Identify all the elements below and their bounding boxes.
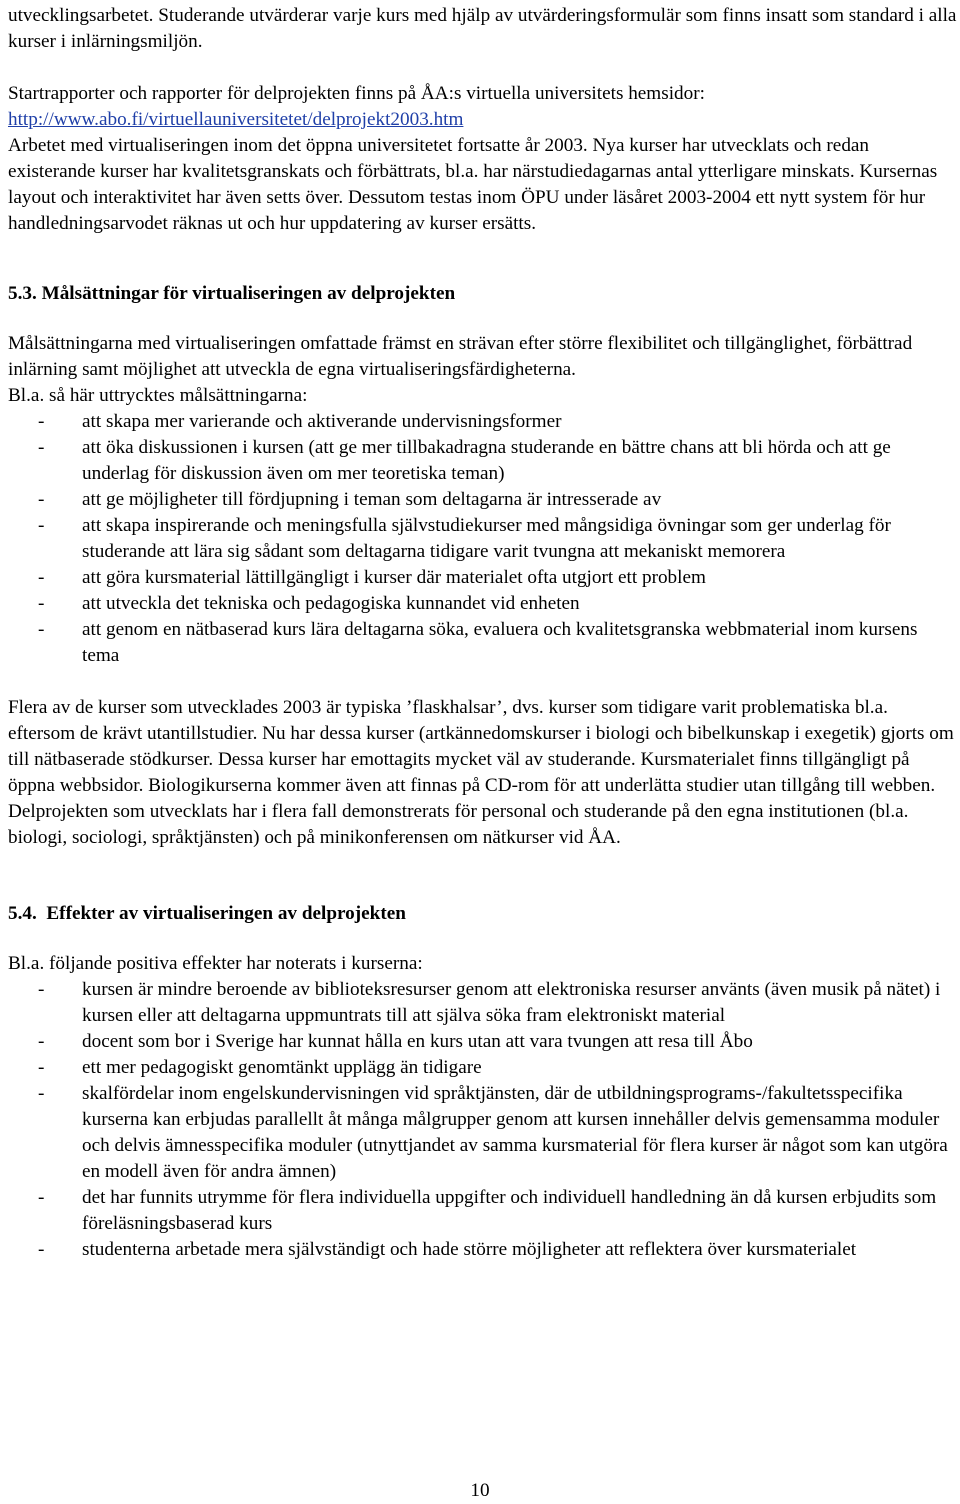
demonstration-paragraph: Delprojekten som utvecklats har i flera fall demonstrerats för personal och studerande på den egna institutionen (bl.a. biologi, sociologi, språktjänsten) och på minikonferensen om nätkurser vid ÅA.	[8, 801, 909, 848]
document-page	[8, 3, 958, 1263]
list-item: - att genom en nätbaserad kurs lära deltagarna söka, evaluera och kvalitetsgranska webbmaterial inom kursens tema	[38, 619, 918, 666]
list-item: - att göra kursmaterial lättillgängligt i kurser där materialet ofta utgjort ett problem	[8, 565, 958, 591]
dash-marker: -	[38, 411, 45, 432]
list-item: - att utveckla det tekniska och pedagogiska kunnandet vid enheten	[8, 591, 958, 617]
delprojekt-link[interactable]: http://www.abo.fi/virtuellauniversitetet/delprojekt2003.htm	[8, 109, 464, 130]
virtualization-paragraph: Arbetet med virtualiseringen inom det öppna universitetet fortsatte år 2003. Nya kurser har utvecklats och redan existerande kurser har kvalitetsgranskats och förbättrats, bl.a. har närstudiedagarnas antal ytterligare minskats. Kursernas layout och interaktivitet har även setts över. Dessutom testas inom ÖPU under läsåret 2003-2004 ett nytt system för hur handledningsarvodet räknas ut och hur uppdatering av kurser ersätts.	[8, 135, 938, 234]
dash-marker: -	[38, 1187, 45, 1208]
dash-marker: -	[38, 567, 45, 588]
page-number: 10	[470, 1480, 490, 1501]
effects-list	[8, 977, 958, 1263]
dash-marker: -	[38, 979, 45, 1000]
list-item: - att skapa mer varierande och aktiverande undervisningsformer	[8, 409, 958, 435]
reports-text: Startrapporter och rapporter för delprojekten finns på ÅA:s virtuella universitets hemsidor:	[8, 83, 705, 104]
dash-marker: -	[38, 1057, 45, 1078]
list-item: - docent som bor i Sverige har kunnat hålla en kurs utan att vara tvungen att resa till Åbo	[8, 1029, 958, 1055]
list-item: - att ge möjligheter till fördjupning i teman som deltagarna är intresserade av	[8, 487, 958, 513]
reports-paragraph	[8, 81, 958, 133]
goals-lead: Bl.a. så här uttrycktes målsättningarna:	[8, 385, 308, 406]
bottleneck-paragraph: Flera av de kurser som utvecklades 2003 är typiska ’flaskhalsar’, dvs. kurser som tidigare varit problematiska bl.a. eftersom de krävt utantillstudier. Nu har dessa kurser (artkännedomskurser i biologi och bibelkunskap i exegetik) gjorts om till nätbaserade stödkurser. Dessa kurser har emottagits mycket väl av studerande. Kursmaterialet finns tillgängligt på öppna webbsidor. Biologikurserna kommer även att finnas på CD-rom för att underlätta studier utan tillgång till webben.	[8, 697, 954, 796]
dash-marker: -	[38, 489, 45, 510]
dash-marker: -	[38, 593, 45, 614]
section-heading-5-4: 5.4. Effekter av virtualiseringen av delprojekten	[8, 903, 406, 924]
list-item: - skalfördelar inom engelskundervisningen vid språktjänsten, där de utbildningsprograms-/fakultetsspecifika kurserna kan erbjudas parallellt åt många målgrupper genom att kursen innehåller delvis gemensamma moduler och delvis ämnesspecifika moduler (utnyttjandet av samma kursmaterial för flera kurser är något som kan utgöra en modell även för andra ämnen)	[38, 1083, 948, 1182]
goals-list	[8, 409, 958, 669]
list-item: - kursen är mindre beroende av biblioteksresurser genom att elektroniska resurser använts (även musik på nätet) i kursen eller att deltagarna uppmuntrats till att själva söka fram elektroniskt material	[38, 979, 941, 1026]
dash-marker: -	[38, 1239, 45, 1260]
list-item: - studenterna arbetade mera självständigt och hade större möjligheter att reflektera över kursmaterialet	[8, 1237, 958, 1263]
list-item: - ett mer pedagogiskt genomtänkt upplägg än tidigare	[8, 1055, 958, 1081]
list-item: - att öka diskussionen i kursen (att ge mer tillbakadragna studerande en bättre chans att bli hörda och att ge underlag för diskussion även om mer teoretiska teman)	[38, 437, 891, 484]
section-heading-5-3: 5.3. Målsättningar för virtualiseringen av delprojekten	[8, 283, 456, 304]
list-item: - det har funnits utrymme för flera individuella uppgifter och individuell handledning än då kursen erbjudits som föreläsningsbaserad kurs	[38, 1187, 937, 1234]
goals-paragraph: Målsättningarna med virtualiseringen omfattade främst en strävan efter större flexibilitet och tillgänglighet, förbättrad inlärning samt möjlighet att utveckla de egna virtualiseringsfärdigheterna.	[8, 333, 913, 380]
list-item: - att skapa inspirerande och meningsfulla självstudiekurser med mångsidiga övningar som ger underlag för studerande att lära sig sådant som deltagarna tidigare varit tvungna att mekaniskt memorera	[38, 515, 891, 562]
dash-marker: -	[38, 515, 45, 536]
dash-marker: -	[38, 1083, 45, 1104]
dash-marker: -	[38, 1031, 45, 1052]
effects-lead: Bl.a. följande positiva effekter har noterats i kurserna:	[8, 953, 423, 974]
dash-marker: -	[38, 619, 45, 640]
dash-marker: -	[38, 437, 45, 458]
intro-paragraph: utvecklingsarbetet. Studerande utvärderar varje kurs med hjälp av utvärderingsformulär som finns insatt som standard i alla kurser i inlärningsmiljön.	[8, 5, 957, 52]
